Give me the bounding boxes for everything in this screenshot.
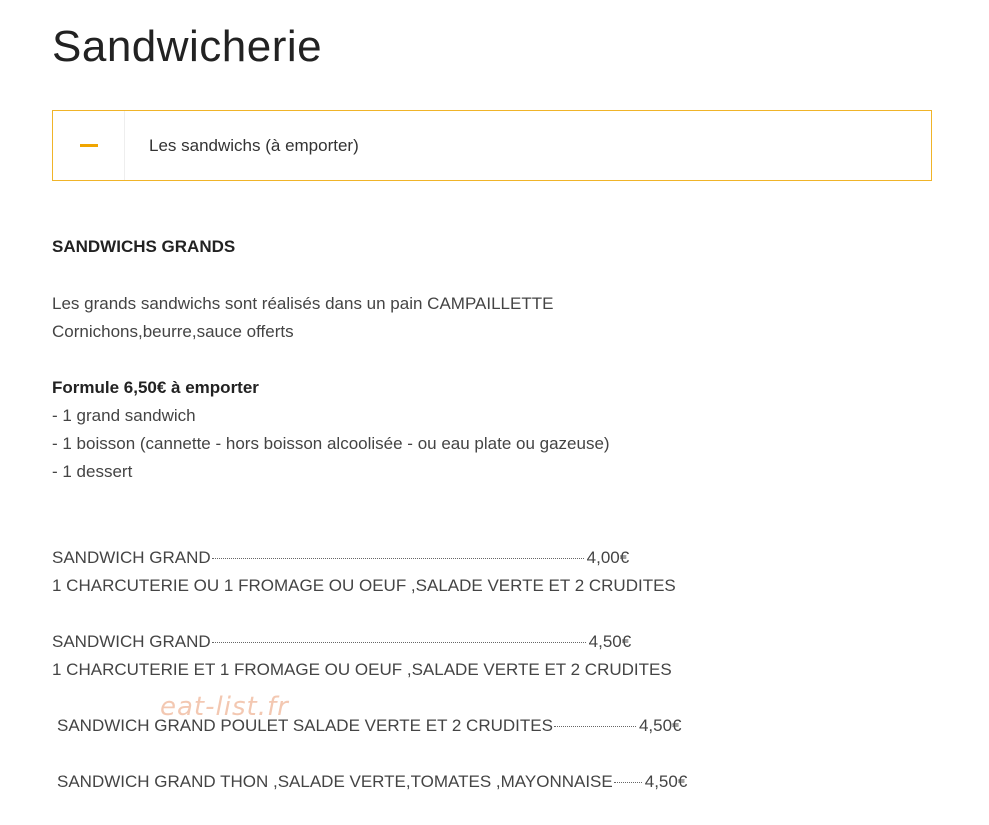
menu-item-name: SANDWICH GRAND	[52, 548, 211, 567]
section-heading: SANDWICHS GRANDS	[52, 237, 236, 256]
menu-item-price: 4,50€	[638, 716, 682, 735]
menu-items-list	[52, 544, 952, 824]
formule-line: - 1 boisson (cannette - hors boisson alcoolisée - ou eau plate ou gazeuse)	[52, 434, 610, 453]
description-line: Cornichons,beurre,sauce offerts	[52, 322, 294, 341]
accordion-les-sandwichs[interactable]	[52, 110, 932, 181]
menu-item	[52, 544, 952, 600]
accordion-toggle-button[interactable]	[53, 111, 125, 180]
menu-item	[52, 768, 952, 796]
formule-title: Formule 6,50€ à emporter	[52, 378, 259, 397]
menu-item-detail: 1 CHARCUTERIE ET 1 FROMAGE OU OEUF ,SALADE VERTE ET 2 CRUDITES	[52, 660, 672, 679]
dot-leader	[554, 725, 636, 727]
formule-line: - 1 dessert	[52, 462, 133, 481]
dot-leader	[212, 641, 586, 643]
menu-item-detail: 1 CHARCUTERIE OU 1 FROMAGE OU OEUF ,SALADE VERTE ET 2 CRUDITES	[52, 576, 676, 595]
dot-leader	[212, 557, 584, 559]
menu-item-name: SANDWICH GRAND THON ,SALADE VERTE,TOMATES ,MAYONNAISE	[57, 772, 613, 791]
menu-item-price: 4,50€	[644, 772, 688, 791]
page-title: Sandwicherie	[52, 22, 323, 71]
formule-line: - 1 grand sandwich	[52, 406, 196, 425]
section-description	[52, 290, 952, 346]
menu-item-price: 4,50€	[588, 632, 632, 651]
menu-item-name: SANDWICH GRAND	[52, 632, 211, 651]
watermark: eat-list.fr	[160, 692, 289, 722]
dot-leader	[614, 781, 642, 783]
menu-item	[52, 628, 952, 684]
accordion-title: Les sandwichs (à emporter)	[149, 135, 359, 155]
sandwichs-grands-section	[52, 232, 952, 486]
description-line: Les grands sandwichs sont réalisés dans un pain CAMPAILLETTE	[52, 294, 554, 313]
menu-item-name: SANDWICH GRAND POULET SALADE VERTE ET 2 CRUDITES	[57, 716, 553, 735]
minus-icon	[80, 144, 98, 147]
menu-item	[52, 712, 952, 740]
formule-block	[52, 374, 952, 486]
menu-item-price: 4,00€	[586, 548, 630, 567]
